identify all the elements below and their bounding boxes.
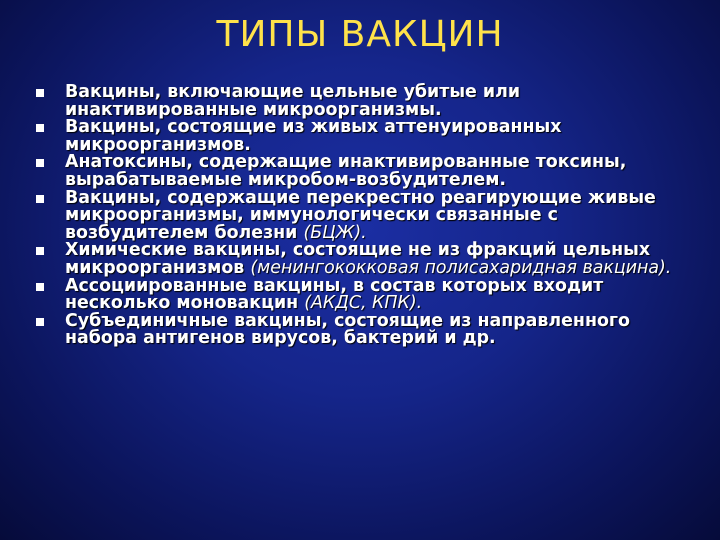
square-bullet-icon — [36, 89, 44, 97]
square-bullet-icon — [36, 159, 44, 167]
square-bullet-icon — [36, 247, 44, 255]
square-bullet-icon — [36, 283, 44, 291]
square-bullet-icon — [36, 124, 44, 132]
bullet-note: (БЦЖ). — [303, 222, 367, 243]
bullet-text: Субъединичные вакцины, состоящие из направленного набора антигенов вирусов, бактерий и др. — [65, 310, 630, 349]
bullet-text: Вакцины, содержащие перекрестно реагирующие живые микроорганизмы, иммунологически связанные с возбудителем болезни — [65, 187, 656, 243]
bullet-item — [34, 275, 688, 314]
bullet-text: Химические вакцины, состоящие не из фракций цельных микроорганизмов — [65, 240, 651, 278]
bullet-text: Анатоксины, содержащие инактивированные токсины, вырабатываемые микробом-возбудителем. — [65, 152, 627, 190]
bullet-item — [34, 242, 688, 277]
bullet-text: Вакцины, состоящие из живых аттенуированных микроорганизмов. — [65, 117, 562, 155]
bullet-text: Ассоциированные вакцины, в состав которых входит несколько моновакцин — [65, 275, 604, 314]
bullet-item — [34, 310, 688, 349]
bullet-item — [34, 84, 688, 119]
square-bullet-icon — [36, 318, 44, 326]
square-bullet-icon — [36, 195, 44, 203]
bullet-item — [34, 154, 688, 189]
bullet-list — [34, 84, 688, 348]
slide-title: ТИПЫ ВАКЦИН — [216, 14, 504, 55]
bullet-item — [34, 119, 688, 154]
bullet-item — [34, 187, 688, 243]
bullet-note: (АКДС, КПК). — [304, 293, 423, 314]
bullet-text: Вакцины, включающие цельные убитые или инактивированные микроорганизмы. — [65, 82, 521, 120]
bullet-note: (менингококковая полисахаридная вакцина). — [250, 257, 672, 278]
